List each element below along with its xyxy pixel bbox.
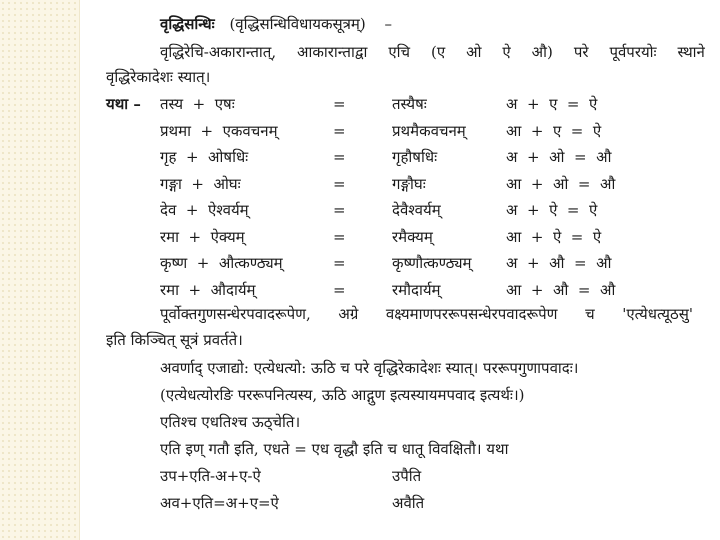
heading-dash: –: [384, 15, 392, 33]
example-lhs: प्रथमा + एकवचनम्: [160, 121, 278, 140]
example-equals: =: [333, 121, 346, 140]
para1-word: वक्ष्यमाणपररूपसन्धेरपवादरूपेण: [385, 305, 558, 323]
example-formula: आ + ओ = औ: [506, 174, 616, 193]
final-example-result: उपैति: [392, 467, 422, 485]
example-result: प्रथमैकवचनम्: [392, 121, 466, 140]
para1-line-2: इति किञ्चित् सूत्रं प्रवर्तते।: [106, 331, 243, 349]
example-result: गङ्गौघः: [392, 174, 426, 193]
para1-word: 'एत्येधत्यूठसु': [622, 305, 693, 323]
example-lhs: तस्य + एषः: [160, 95, 235, 113]
example-result: रमैक्यम्: [392, 227, 433, 246]
example-lhs: गङ्गा + ओघः: [160, 174, 241, 193]
example-label: यथा –: [106, 95, 141, 113]
example-formula: आ + ए = ऐ: [506, 121, 602, 140]
rule-word: पूर्वपरयोः: [609, 43, 657, 61]
example-formula: अ + औ = औ: [506, 254, 612, 272]
final-example-lhs: उप+एति-अ+ए-ऐ: [160, 467, 261, 485]
example-formula: आ + औ = औ: [506, 280, 616, 299]
para1-line-1: [160, 304, 693, 324]
para1-word: पूर्वोक्तगुणसन्धेरपवादरूपेण,: [160, 305, 311, 323]
rule-word: ऐ: [502, 43, 511, 61]
rule-word: औ): [531, 43, 553, 61]
rule-word: वृद्धिरेचि-अकारान्तात्,: [160, 43, 277, 61]
example-lhs: रमा + ऐक्यम्: [160, 227, 245, 246]
para4-line: एतिश्च एधतिश्च ऊठ्चेति।: [160, 413, 301, 431]
rule-word: ओ: [466, 43, 482, 61]
para3-line: (एत्येधत्योरङि पररूपनित्यस्य, ऊठि आद्गुण इत्यस्यायमपवाद इत्यर्थः।): [160, 386, 525, 404]
rule-word: एचि: [388, 43, 411, 61]
example-equals: =: [333, 148, 346, 166]
example-formula: अ + ए = ऐ: [506, 95, 598, 113]
para1-word: अग्रे: [338, 305, 359, 323]
rule-line-2: वृद्धिरेकादेशः स्यात्।: [106, 68, 211, 86]
dotted-pattern: [0, 0, 80, 540]
example-formula: अ + ऐ = ऐ: [506, 201, 598, 219]
example-lhs: गृह + ओषधिः: [160, 148, 249, 166]
para2-line: अवर्णाद् एजाद्यो: एत्येधत्यो: ऊठि च परे वृद्धिरेकादेशः स्यात्। पररूपगुणापवादः।: [160, 359, 579, 377]
final-example-lhs: अव+एति=अ+ए=ऐ: [160, 494, 279, 512]
example-result: कृष्णौत्कण्ठ्यम्: [392, 254, 472, 272]
example-equals: =: [333, 254, 346, 272]
example-formula: अ + ओ = औ: [506, 148, 612, 166]
example-lhs: देव + ऐश्वर्यम्: [160, 201, 249, 219]
example-equals: =: [333, 174, 346, 193]
heading-line: [160, 14, 392, 34]
heading-title: वृद्धिसन्धिः: [160, 15, 215, 33]
rule-word: आकारान्ताद्वा: [297, 43, 368, 61]
final-example-result: अवैति: [392, 494, 425, 512]
rule-word: परे: [573, 43, 589, 61]
rule-word: (ए: [431, 43, 446, 61]
example-result: रमौदार्यम्: [392, 280, 441, 299]
example-equals: =: [333, 280, 346, 299]
rule-line-1: [160, 42, 705, 62]
strip-edge: [79, 0, 80, 540]
example-equals: =: [333, 201, 346, 219]
example-formula: आ + ऐ = ऐ: [506, 227, 602, 246]
example-equals: =: [333, 95, 346, 113]
heading-subtitle: (वृद्धिसन्धिविधायकसूत्रम्): [229, 15, 366, 33]
rule-word: स्थाने: [677, 43, 705, 61]
example-result: देवैश्वर्यम्: [392, 201, 441, 219]
example-lhs: कृष्ण + औत्कण्ठ्यम्: [160, 254, 283, 272]
para5-line: एति इण् गतौ इति, एधते = एध वृद्धौ इति च धातू विवक्षितौ। यथा: [160, 440, 509, 458]
example-result: तस्यैषः: [392, 95, 427, 113]
para1-word: च: [585, 305, 595, 323]
example-lhs: रमा + औदार्यम्: [160, 280, 256, 299]
example-equals: =: [333, 227, 346, 246]
example-result: गृहौषधिः: [392, 148, 438, 166]
